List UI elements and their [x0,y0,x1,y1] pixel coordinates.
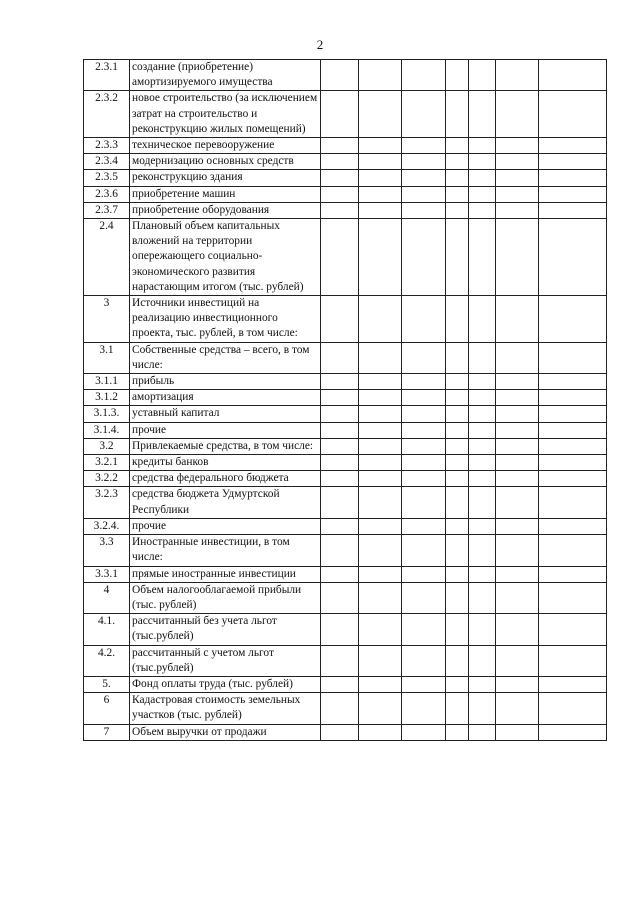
value-cell [446,186,469,202]
value-cell [359,342,402,373]
value-cell [469,422,496,438]
table-row [84,342,607,373]
value-cell [496,693,539,724]
value-cell [539,455,607,471]
indicator-name-cell: прочие [130,422,321,438]
value-cell [496,582,539,613]
value-cell [359,724,402,740]
value-cell [402,219,446,296]
value-cell [321,406,359,422]
value-cell [496,614,539,645]
value-cell [469,406,496,422]
row-number-cell: 2.3.1 [84,60,130,91]
row-number-cell: 7 [84,724,130,740]
row-number-cell: 3.1 [84,342,130,373]
value-cell [359,406,402,422]
value-cell [446,471,469,487]
indicator-name-cell: Источники инвестиций на реализацию инвестиционного проекта, тыс. рублей, в том числе: [130,296,321,343]
row-number-cell: 3.2 [84,438,130,454]
row-number-cell: 4.2. [84,645,130,676]
value-cell [359,645,402,676]
value-cell [496,566,539,582]
value-cell [321,693,359,724]
value-cell [496,422,539,438]
indicator-name-cell: приобретение машин [130,186,321,202]
value-cell [446,487,469,518]
value-cell [321,342,359,373]
value-cell [321,471,359,487]
table-row [84,60,607,91]
value-cell [446,138,469,154]
value-cell [402,374,446,390]
indicator-name-cell: прямые иностранные инвестиции [130,566,321,582]
value-cell [321,296,359,343]
value-cell [539,138,607,154]
value-cell [402,518,446,534]
value-cell [321,186,359,202]
row-number-cell: 3.1.4. [84,422,130,438]
value-cell [402,471,446,487]
row-number-cell: 2.4 [84,219,130,296]
value-cell [469,676,496,692]
indicator-name-cell: Объем налогооблагаемой прибыли (тыс. рублей) [130,582,321,613]
value-cell [539,693,607,724]
value-cell [402,202,446,218]
value-cell [496,91,539,138]
value-cell [539,374,607,390]
value-cell [321,154,359,170]
value-cell [446,170,469,186]
value-cell [359,138,402,154]
table-row [84,518,607,534]
table-row [84,296,607,343]
row-number-cell: 2.3.3 [84,138,130,154]
value-cell [469,487,496,518]
value-cell [496,138,539,154]
value-cell [469,518,496,534]
value-cell [469,614,496,645]
value-cell [539,582,607,613]
indicator-name-cell: средства федерального бюджета [130,471,321,487]
row-number-cell: 3.2.1 [84,455,130,471]
value-cell [469,471,496,487]
table-row [84,438,607,454]
value-cell [359,170,402,186]
row-number-cell: 3.1.1 [84,374,130,390]
table-row [84,186,607,202]
table-row [84,390,607,406]
indicator-name-cell: создание (приобретение) амортизируемого имущества [130,60,321,91]
row-number-cell: 3.3.1 [84,566,130,582]
indicator-name-cell: Кадастровая стоимость земельных участков (тыс. рублей) [130,693,321,724]
value-cell [446,518,469,534]
value-cell [402,138,446,154]
value-cell [321,582,359,613]
value-cell [446,390,469,406]
value-cell [539,154,607,170]
indicator-name-cell: прочие [130,518,321,534]
table-row [84,487,607,518]
value-cell [359,676,402,692]
value-cell [446,202,469,218]
value-cell [539,438,607,454]
value-cell [469,438,496,454]
value-cell [469,374,496,390]
indicator-name-cell: приобретение оборудования [130,202,321,218]
value-cell [446,566,469,582]
table-row [84,406,607,422]
value-cell [402,170,446,186]
value-cell [402,645,446,676]
value-cell [446,438,469,454]
value-cell [359,390,402,406]
value-cell [446,374,469,390]
value-cell [539,518,607,534]
value-cell [496,202,539,218]
indicator-name-cell: кредиты банков [130,455,321,471]
table-row [84,471,607,487]
table-row [84,374,607,390]
value-cell [321,219,359,296]
value-cell [446,91,469,138]
value-cell [402,296,446,343]
row-number-cell: 4.1. [84,614,130,645]
value-cell [359,693,402,724]
value-cell [321,438,359,454]
table-row [84,645,607,676]
indicator-name-cell: модернизацию основных средств [130,154,321,170]
value-cell [496,676,539,692]
indicator-name-cell: средства бюджета Удмуртской Республики [130,487,321,518]
indicators-table [83,59,607,741]
value-cell [496,438,539,454]
value-cell [539,535,607,566]
table-row [84,582,607,613]
value-cell [402,614,446,645]
value-cell [539,186,607,202]
value-cell [446,342,469,373]
row-number-cell: 3.2.3 [84,487,130,518]
indicator-name-cell: Объем выручки от продажи [130,724,321,740]
row-number-cell: 3.3 [84,535,130,566]
value-cell [539,390,607,406]
indicator-name-cell: рассчитанный с учетом льгот (тыс.рублей) [130,645,321,676]
indicator-name-cell: Привлекаемые средства, в том числе: [130,438,321,454]
indicator-name-cell: реконструкцию здания [130,170,321,186]
value-cell [469,342,496,373]
value-cell [446,582,469,613]
value-cell [496,342,539,373]
value-cell [402,390,446,406]
table-row [84,138,607,154]
table-row [84,91,607,138]
value-cell [359,202,402,218]
value-cell [539,60,607,91]
value-cell [402,676,446,692]
row-number-cell: 3.1.3. [84,406,130,422]
value-cell [359,518,402,534]
indicator-name-cell: техническое перевооружение [130,138,321,154]
value-cell [469,645,496,676]
value-cell [359,455,402,471]
value-cell [402,455,446,471]
value-cell [539,566,607,582]
table-row [84,614,607,645]
value-cell [359,60,402,91]
value-cell [446,724,469,740]
value-cell [496,455,539,471]
value-cell [321,422,359,438]
row-number-cell: 2.3.7 [84,202,130,218]
indicator-name-cell: уставный капитал [130,406,321,422]
value-cell [321,614,359,645]
value-cell [446,406,469,422]
value-cell [496,170,539,186]
value-cell [321,60,359,91]
value-cell [359,582,402,613]
value-cell [496,645,539,676]
value-cell [446,455,469,471]
table-row [84,422,607,438]
table-row [84,566,607,582]
value-cell [402,406,446,422]
value-cell [496,390,539,406]
value-cell [321,91,359,138]
value-cell [469,186,496,202]
value-cell [402,342,446,373]
table-row [84,724,607,740]
value-cell [496,219,539,296]
value-cell [321,138,359,154]
table-row [84,693,607,724]
value-cell [469,390,496,406]
value-cell [321,724,359,740]
indicator-name-cell: амортизация [130,390,321,406]
value-cell [446,422,469,438]
value-cell [359,487,402,518]
value-cell [539,170,607,186]
value-cell [402,91,446,138]
value-cell [321,455,359,471]
value-cell [321,390,359,406]
value-cell [359,471,402,487]
value-cell [359,219,402,296]
indicator-name-cell: прибыль [130,374,321,390]
value-cell [496,60,539,91]
value-cell [321,645,359,676]
value-cell [359,91,402,138]
value-cell [446,676,469,692]
value-cell [446,614,469,645]
table-row [84,535,607,566]
value-cell [359,154,402,170]
value-cell [469,60,496,91]
value-cell [539,676,607,692]
value-cell [321,202,359,218]
value-cell [469,138,496,154]
value-cell [359,535,402,566]
value-cell [469,219,496,296]
value-cell [496,471,539,487]
indicator-name-cell: Плановый объем капитальных вложений на территории опережающего социально-экономического развития нарастающим итогом (тыс. рублей) [130,219,321,296]
row-number-cell: 4 [84,582,130,613]
value-cell [402,422,446,438]
value-cell [496,724,539,740]
value-cell [469,154,496,170]
value-cell [359,422,402,438]
value-cell [402,487,446,518]
value-cell [402,60,446,91]
indicator-name-cell: новое строительство (за исключением затрат на строительство и реконструкцию жилых помещений) [130,91,321,138]
table-row [84,170,607,186]
value-cell [469,693,496,724]
value-cell [539,471,607,487]
value-cell [496,487,539,518]
value-cell [359,614,402,645]
row-number-cell: 2.3.4 [84,154,130,170]
value-cell [359,566,402,582]
value-cell [469,296,496,343]
table-row [84,202,607,218]
page-number: 2 [316,37,324,52]
value-cell [539,406,607,422]
value-cell [539,724,607,740]
indicator-name-cell: рассчитанный без учета льгот (тыс.рублей) [130,614,321,645]
table-row [84,676,607,692]
value-cell [539,614,607,645]
row-number-cell: 3.2.2 [84,471,130,487]
indicator-name-cell: Иностранные инвестиции, в том числе: [130,535,321,566]
value-cell [359,374,402,390]
value-cell [446,645,469,676]
value-cell [359,438,402,454]
value-cell [402,154,446,170]
value-cell [469,170,496,186]
value-cell [539,487,607,518]
value-cell [539,342,607,373]
table-row [84,455,607,471]
value-cell [359,296,402,343]
value-cell [446,693,469,724]
value-cell [402,438,446,454]
indicator-name-cell: Фонд оплаты труда (тыс. рублей) [130,676,321,692]
value-cell [496,154,539,170]
value-cell [402,186,446,202]
value-cell [446,60,469,91]
value-cell [469,582,496,613]
value-cell [539,296,607,343]
indicator-name-cell: Собственные средства – всего, в том числе: [130,342,321,373]
table-row [84,154,607,170]
value-cell [469,91,496,138]
value-cell [446,219,469,296]
value-cell [469,535,496,566]
row-number-cell: 2.3.2 [84,91,130,138]
value-cell [321,374,359,390]
value-cell [539,645,607,676]
value-cell [469,202,496,218]
value-cell [321,170,359,186]
value-cell [496,406,539,422]
value-cell [402,693,446,724]
value-cell [469,566,496,582]
value-cell [402,582,446,613]
table-row [84,219,607,296]
value-cell [321,566,359,582]
value-cell [539,219,607,296]
value-cell [446,535,469,566]
row-number-cell: 3 [84,296,130,343]
value-cell [402,566,446,582]
value-cell [321,518,359,534]
value-cell [321,676,359,692]
value-cell [446,296,469,343]
value-cell [321,535,359,566]
value-cell [496,296,539,343]
value-cell [469,455,496,471]
value-cell [446,154,469,170]
row-number-cell: 6 [84,693,130,724]
value-cell [496,518,539,534]
value-cell [402,535,446,566]
value-cell [321,487,359,518]
value-cell [539,202,607,218]
row-number-cell: 3.2.4. [84,518,130,534]
row-number-cell: 2.3.6 [84,186,130,202]
row-number-cell: 2.3.5 [84,170,130,186]
value-cell [496,374,539,390]
value-cell [359,186,402,202]
value-cell [469,724,496,740]
value-cell [402,724,446,740]
value-cell [539,91,607,138]
table-body [84,60,607,741]
value-cell [539,422,607,438]
value-cell [496,186,539,202]
row-number-cell: 3.1.2 [84,390,130,406]
row-number-cell: 5. [84,676,130,692]
value-cell [496,535,539,566]
